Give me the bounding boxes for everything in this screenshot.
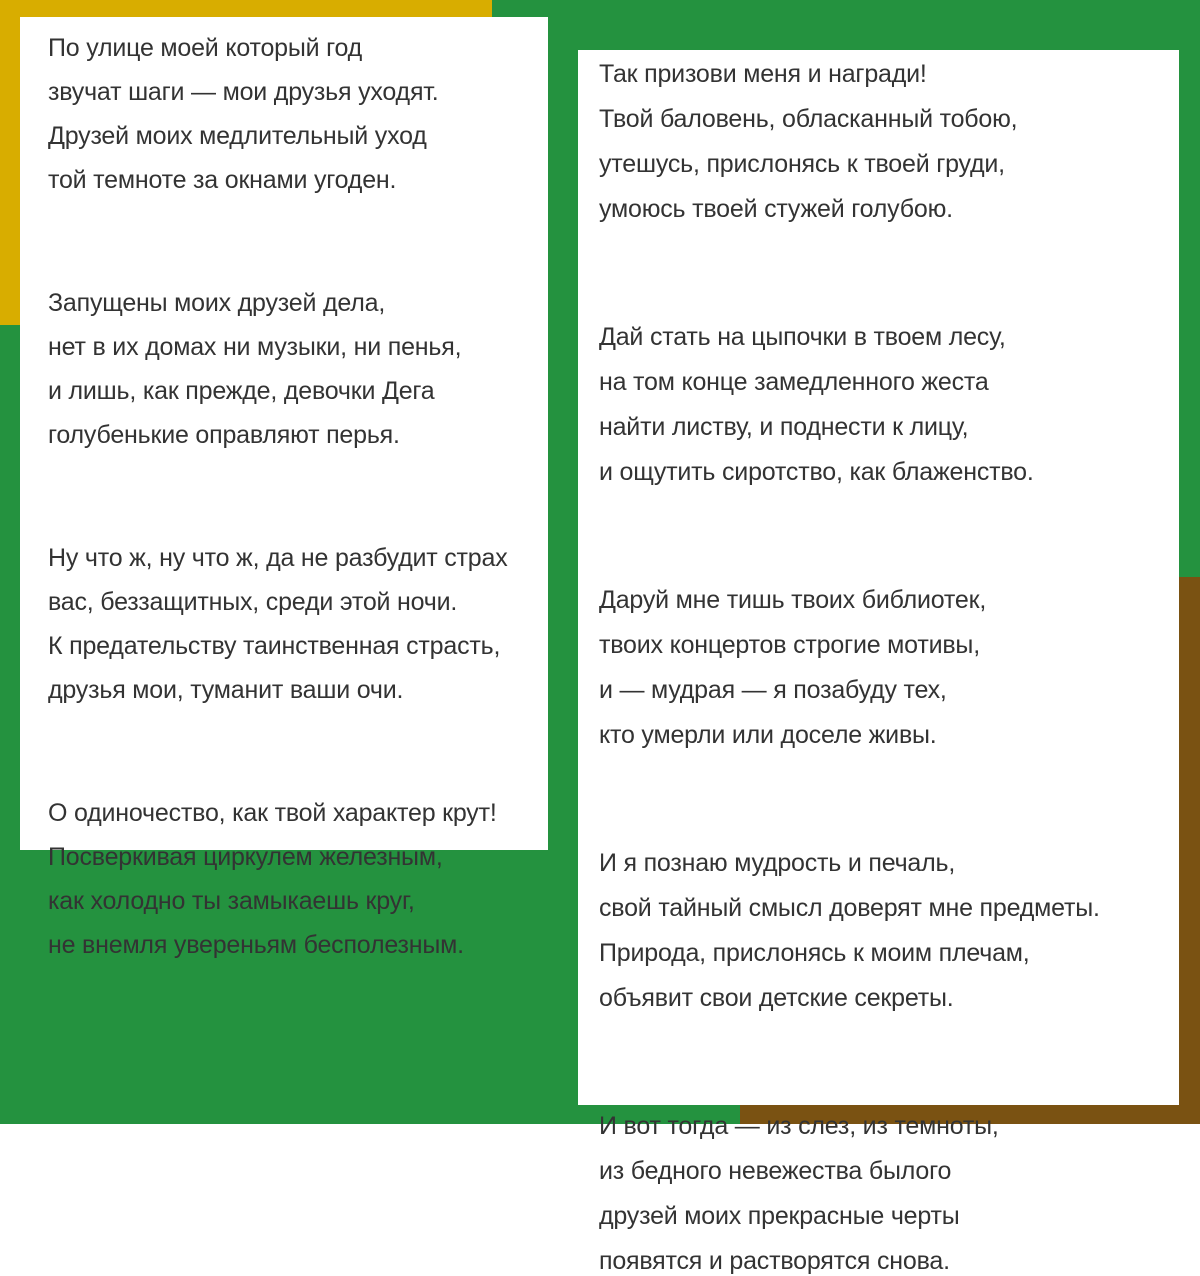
poem-line: из бедного невежества былого bbox=[599, 1157, 952, 1185]
poem-line: не внемля увереньям бесполезным. bbox=[48, 931, 464, 959]
poem-line: Твой баловень, обласканный тобою, bbox=[599, 105, 1018, 133]
poem-line: появятся и растворятся снова. bbox=[599, 1247, 950, 1275]
poem-line: и лишь, как прежде, девочки Дега bbox=[48, 377, 435, 405]
poem-line: объявит свои детские секреты. bbox=[599, 984, 954, 1012]
poem-line: звучат шаги — мои друзья уходят. bbox=[48, 78, 439, 106]
poem-line: умоюсь твоей стужей голубою. bbox=[599, 195, 953, 223]
poem-line: Даруй мне тишь твоих библиотек, bbox=[599, 586, 987, 614]
poem-line: той темноте за окнами угоден. bbox=[48, 166, 397, 194]
poem-line: Природа, прислонясь к моим плечам, bbox=[599, 939, 1030, 967]
poem-line: друзья мои, туманит ваши очи. bbox=[48, 676, 404, 704]
poem-line: вас, беззащитных, среди этой ночи. bbox=[48, 588, 458, 616]
poem-line: Ну что ж, ну что ж, да не разбудит страх bbox=[48, 544, 508, 572]
poem-line: на том конце замедленного жеста bbox=[599, 368, 989, 396]
poem-line: нет в их домах ни музыки, ни пенья, bbox=[48, 333, 462, 361]
poem-line: По улице моей который год bbox=[48, 34, 363, 62]
poem-card-right bbox=[578, 50, 1179, 1275]
poem-line: О одиночество, как твой характер крут! bbox=[48, 799, 497, 827]
poem-line: кто умерли или доселе живы. bbox=[599, 721, 937, 749]
poem-line: И я познаю мудрость и печаль, bbox=[599, 849, 956, 877]
poem-line: голубенькие оправляют перья. bbox=[48, 421, 400, 449]
poem-line: и ощутить сиротство, как блаженство. bbox=[599, 458, 1034, 486]
poem-line: найти листву, и поднести к лицу, bbox=[599, 413, 969, 441]
poem-line: Посверкивая циркулем железным, bbox=[48, 843, 443, 871]
poem-line: Друзей моих медлительный уход bbox=[48, 122, 427, 150]
poem-line: И вот тогда — из слез, из темноты, bbox=[599, 1112, 999, 1140]
poem-card-left bbox=[20, 17, 548, 959]
poem-line: утешусь, прислонясь к твоей груди, bbox=[599, 150, 1005, 178]
poem-line: и — мудрая — я позабуду тех, bbox=[599, 676, 947, 704]
poem-line: Запущены моих друзей дела, bbox=[48, 289, 386, 317]
poem-line: К предательству таинственная страсть, bbox=[48, 632, 501, 660]
poem-line: друзей моих прекрасные черты bbox=[599, 1202, 960, 1230]
poem-line: Так призови меня и награди! bbox=[599, 60, 927, 88]
poem-line: свой тайный смысл доверят мне предметы. bbox=[599, 894, 1100, 922]
poem-line: Дай стать на цыпочки в твоем лесу, bbox=[599, 323, 1006, 351]
poem-line: как холодно ты замыкаешь круг, bbox=[48, 887, 415, 915]
poem-line: твоих концертов строгие мотивы, bbox=[599, 631, 980, 659]
